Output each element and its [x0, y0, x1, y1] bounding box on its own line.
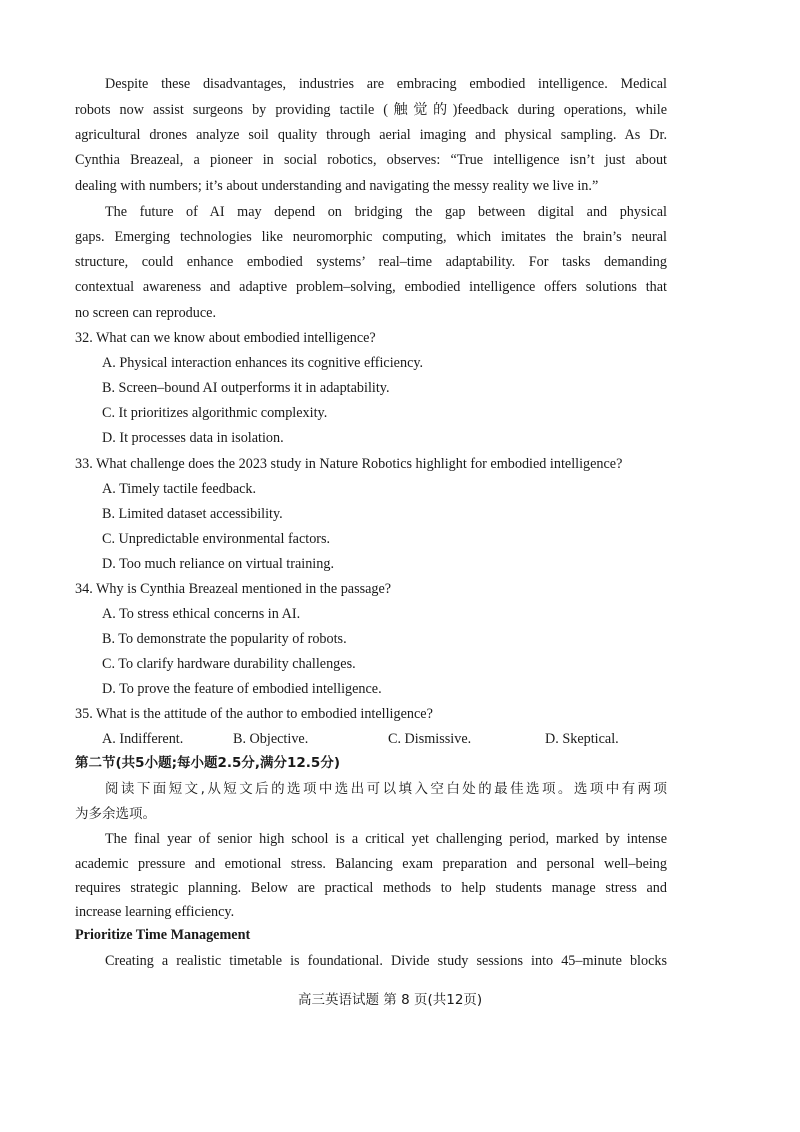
- answer-option: C. It prioritizes algorithmic complexity.: [102, 405, 328, 421]
- answer-option: C. Dismissive.: [388, 731, 472, 747]
- passage-line: requires strategic planning. Below are practical methods to help students manage stress and: [75, 880, 667, 896]
- answer-option: D. It processes data in isolation.: [102, 430, 284, 446]
- section-heading: 第二节(共5小题;每小题2.5分,满分12.5分): [75, 755, 340, 771]
- passage-line: increase learning efficiency.: [75, 904, 235, 920]
- answer-option: A. Timely tactile feedback.: [102, 481, 257, 497]
- answer-option: B. Limited dataset accessibility.: [102, 506, 283, 522]
- answer-option: A. Physical interaction enhances its cognitive efficiency.: [102, 355, 424, 371]
- instructions-line: 阅读下面短文,从短文后的选项中选出可以填入空白处的最佳选项。选项中有两项: [105, 781, 667, 797]
- answer-option: D. Skeptical.: [545, 731, 619, 747]
- question-stem: 34. Why is Cynthia Breazeal mentioned in the passage?: [75, 581, 392, 597]
- answer-option: A. To stress ethical concerns in AI.: [102, 606, 301, 622]
- passage-line: academic pressure and emotional stress. Balancing exam preparation and personal well–being: [75, 856, 667, 872]
- passage-line: Despite these disadvantages, industries are embracing embodied intelligence. Medical: [105, 76, 667, 92]
- passage-line: Cynthia Breazeal, a pioneer in social robotics, observes: “True intelligence isn’t just about: [75, 152, 667, 168]
- answer-option: B. Screen–bound AI outperforms it in adaptability.: [102, 380, 390, 396]
- instructions-line: 为多余选项。: [75, 806, 156, 822]
- passage-line: contextual awareness and adaptive problem–solving, embodied intelligence offers solutions that: [75, 279, 667, 295]
- passage-line: structure, could enhance embodied systems’ real–time adaptability. For tasks demanding: [75, 254, 667, 270]
- subheading: Prioritize Time Management: [75, 927, 251, 943]
- answer-option: C. Unpredictable environmental factors.: [102, 531, 331, 547]
- passage-line: no screen can reproduce.: [75, 305, 217, 321]
- answer-option: C. To clarify hardware durability challenges.: [102, 656, 356, 672]
- page-footer: 高三英语试题 第 8 页(共12页): [298, 992, 483, 1008]
- passage-line: agricultural drones analyze soil quality through aerial imaging and physical sampling. As Dr.: [75, 127, 667, 143]
- question-stem: 35. What is the attitude of the author to embodied intelligence?: [75, 706, 433, 722]
- passage-line: Creating a realistic timetable is foundational. Divide study sessions into 45–minute blocks: [105, 953, 667, 969]
- passage-line: dealing with numbers; it’s about understanding and navigating the messy reality we live in.”: [75, 178, 599, 194]
- answer-option: D. To prove the feature of embodied intelligence.: [102, 681, 382, 697]
- passage-line: The future of AI may depend on bridging the gap between digital and physical: [105, 204, 667, 220]
- answer-option: A. Indifferent.: [102, 731, 184, 747]
- passage-line: The final year of senior high school is a critical yet challenging period, marked by intense: [105, 831, 667, 847]
- question-stem: 32. What can we know about embodied intelligence?: [75, 330, 376, 346]
- answer-option: B. Objective.: [233, 731, 309, 747]
- passage-line: robots now assist surgeons by providing tactile (触觉的)feedback during operations, while: [75, 102, 667, 118]
- answer-option: B. To demonstrate the popularity of robots.: [102, 631, 347, 647]
- passage-line: gaps. Emerging technologies like neuromorphic computing, which imitates the brain’s neural: [75, 229, 667, 245]
- question-stem: 33. What challenge does the 2023 study in Nature Robotics highlight for embodied intelligence?: [75, 456, 623, 472]
- answer-option: D. Too much reliance on virtual training.: [102, 556, 334, 572]
